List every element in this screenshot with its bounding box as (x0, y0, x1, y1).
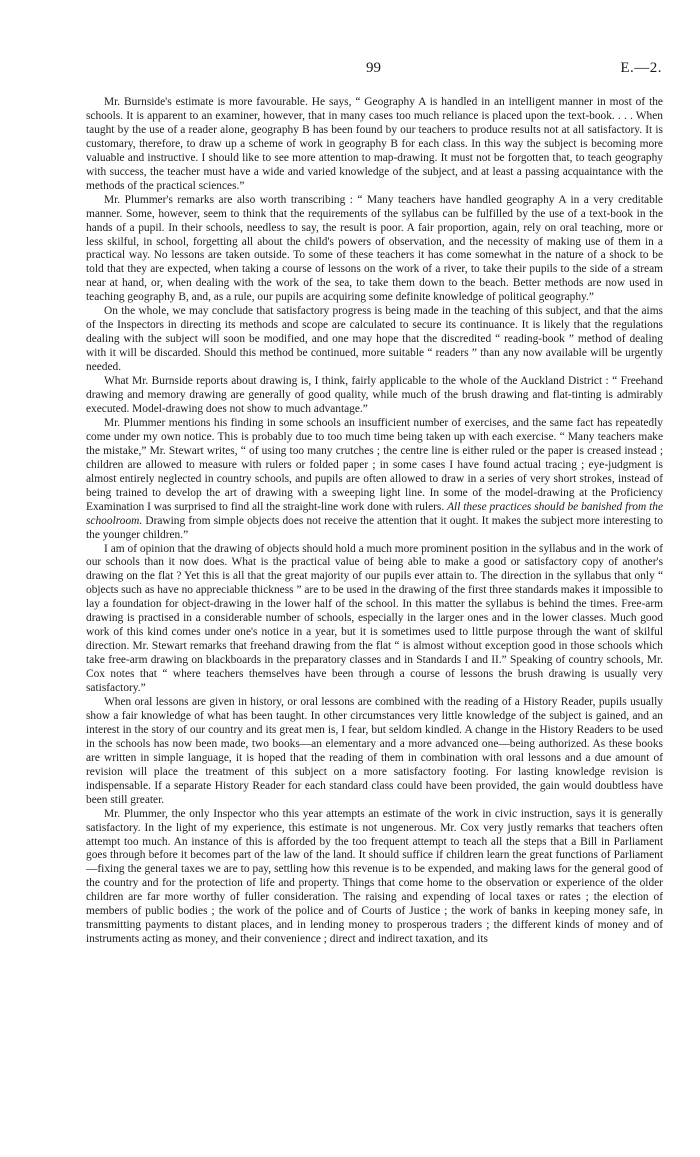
page-header (85, 60, 662, 80)
page-number: 99 (366, 60, 381, 76)
paragraph-geography-conclusion: On the whole, we may conclude that satisfactory progress is being made in the teaching of this subject, and that the aims of the Inspectors in directing its methods and scope are calculated to secure its continuance. It is likely that the regulations dealing with the subject will soon be modified, and one may hope that the discredited “ reading-book ” method of dealing with it will be discarded. Should this method be continued, more suitable “ readers ” than any now available will be urgently needed. (86, 305, 663, 374)
paragraph-text: Drawing from simple objects does not receive the attention that it ought. It makes the subject more interesting to the younger children.” (86, 514, 663, 541)
paragraph-drawing-opinion: I am of opinion that the drawing of objects should hold a much more prominent position in the syllabus and in the work of our schools than it now does. What is the practical value of being able to make a good or satisfactory copy of another's drawing on the flat ? Yet this is all that the great majority of our pupils ever attain to. The direction in the syllabus that only “ objects such as have no appreciable thickness ” are to be used in the drawing of the first three standards makes it impossible to lay a foundation for object-drawing in the lower half of the school. In this matter the syllabus is behind the times. Free-arm drawing is practised in a considerable number of schools, especially in the larger ones and in the lower classes. Much good work of this kind comes under one's notice in a year, but it is sometimes used to little purpose through the want of skilful direction. Mr. Stewart remarks that freehand drawing from the flat “ is almost without exception good in those schools which take free-arm drawing on blackboards in the preparatory classes and in Standards I and II.” Speaking of country schools, Mr. Cox notes that “ where teachers themselves have been through a course of lessons the brush drawing is usually very satisfactory.” (86, 542, 663, 695)
paragraph-history: When oral lessons are given in history, or oral lessons are combined with the reading of a History Reader, pupils usually show a fair knowledge of what has been taught. In other circumstances very little knowledge of the subject is gained, and an interest in the story of our country and its great men is, I fear, but seldom kindled. A change in the History Readers to be used in the schools has now been made, two books—an elementary and a more advanced one—being authorized. As these books are written in simple language, it is hoped that the reading of them in combination with oral lessons and a due amount of revision will place the treatment of this subject on a more satisfactory footing. For lasting knowledge revision is indispensable. If a separate History Reader for each standard class could have been provided, the gain would doubtless have been still greater. (86, 695, 663, 806)
paragraph-drawing-plummer (86, 417, 663, 543)
italic-emphasis: All these practices should be banished from the schoolroom. (86, 500, 663, 527)
body-text (86, 96, 663, 947)
paragraph-geography-burnside: Mr. Burnside's estimate is more favourable. He says, “ Geography A is handled in an intelligent manner in most of the schools. It is apparent to an examiner, however, that in many cases too much reliance is placed upon the text-book. . . . When taught by the use of a reader alone, geography B has been found by our teachers to produce results not at all satisfactory. It is customary, therefore, to draw up a scheme of work in geography B for each class. In this way the subject is becoming more valuable and instructive. I should like to see more attention to map-drawing. It must not be forgotten that, to teach geography with success, the teacher must have a wide and varied knowledge of the subject, and at least a passing acquaintance with the methods of the practical sciences.” (86, 96, 663, 192)
paragraph-text: Mr. Plummer mentions his finding in some schools an insufficient number of exercises, and the same fact has repeatedly come under my own notice. This is probably due to too much time being taken up with each exercise. “ Many teachers make the mistake,” Mr. Stewart writes, “ of using too many crutches ; the centre line is either ruled or the paper is creased instead ; children are allowed to measure with rulers or folded paper ; in some cases I have found actual tracing ; eye-judgment is almost entirely neglected in country schools, and pupils are often allowed to draw in a series of very short strokes, instead of being trained to develop the art of drawing with a sweeping light line. In some of the model-drawing at the Proficiency Examination I was surprised to find all the straight-line work done with rulers. (86, 416, 663, 513)
paragraph-geography-plummer: Mr. Plummer's remarks are also worth transcribing : “ Many teachers have handled geography A in a very creditable manner. Some, however, seem to think that the requirements of the syllabus can be fulfilled by the use of a text-book in the hands of a pupil. In their schools, needless to say, the result is poor. A fair proportion, again, rely on oral teaching, more or less skilful, in school, forgetting all about the child's powers of observation, and the necessity of making use of them in a practical way. No lessons are taken outside. To some of these teachers it has come somewhat in the nature of a shock to be told that they are expected, when taking a course of lessons on the work of a river, to take their pupils to the side of a stream near at hand, or, when dealing with the work of the sea, to take them down to the beach. Better methods are now used in teaching geography B, and, as a rule, our pupils are acquiring some definite knowledge of political geography.” (86, 193, 663, 304)
paragraph-civic-instruction: Mr. Plummer, the only Inspector who this year attempts an estimate of the work in civic instruction, says it is generally satisfactory. In the light of my experience, this estimate is not ungenerous. Mr. Cox very justly remarks that teachers often attempt too much. An instance of this is afforded by the too frequent attempt to teach all the steps that a Bill in Parliament goes through before it becomes part of the law of the land. It should suffice if children learn the great functions of Parliament—fixing the general taxes we are to pay, settling how this revenue is to be expended, and making laws for the general good of the country and for the protection of life and property. Things that come home to the observation or experience of the older children are far more worthy of fuller consideration. The raising and expending of local taxes or rates ; the election of members of public bodies ; the work of the police and of Courts of Justice ; the work of banks in keeping money safe, in transmitting payments to distant places, and in lending money to prosperous traders ; the different kinds of money and of instruments acting as money, and their convenience ; direct and indirect taxation, and its (86, 807, 663, 946)
paragraph-drawing-burnside: What Mr. Burnside reports about drawing is, I think, fairly applicable to the whole of the Auckland District : “ Freehand drawing and memory drawing are generally of good quality, while much of the brush drawing and flat-tinting is admirably executed. Model-drawing does not show to much advantage.” (86, 375, 663, 415)
document-reference: E.—2. (620, 60, 662, 76)
